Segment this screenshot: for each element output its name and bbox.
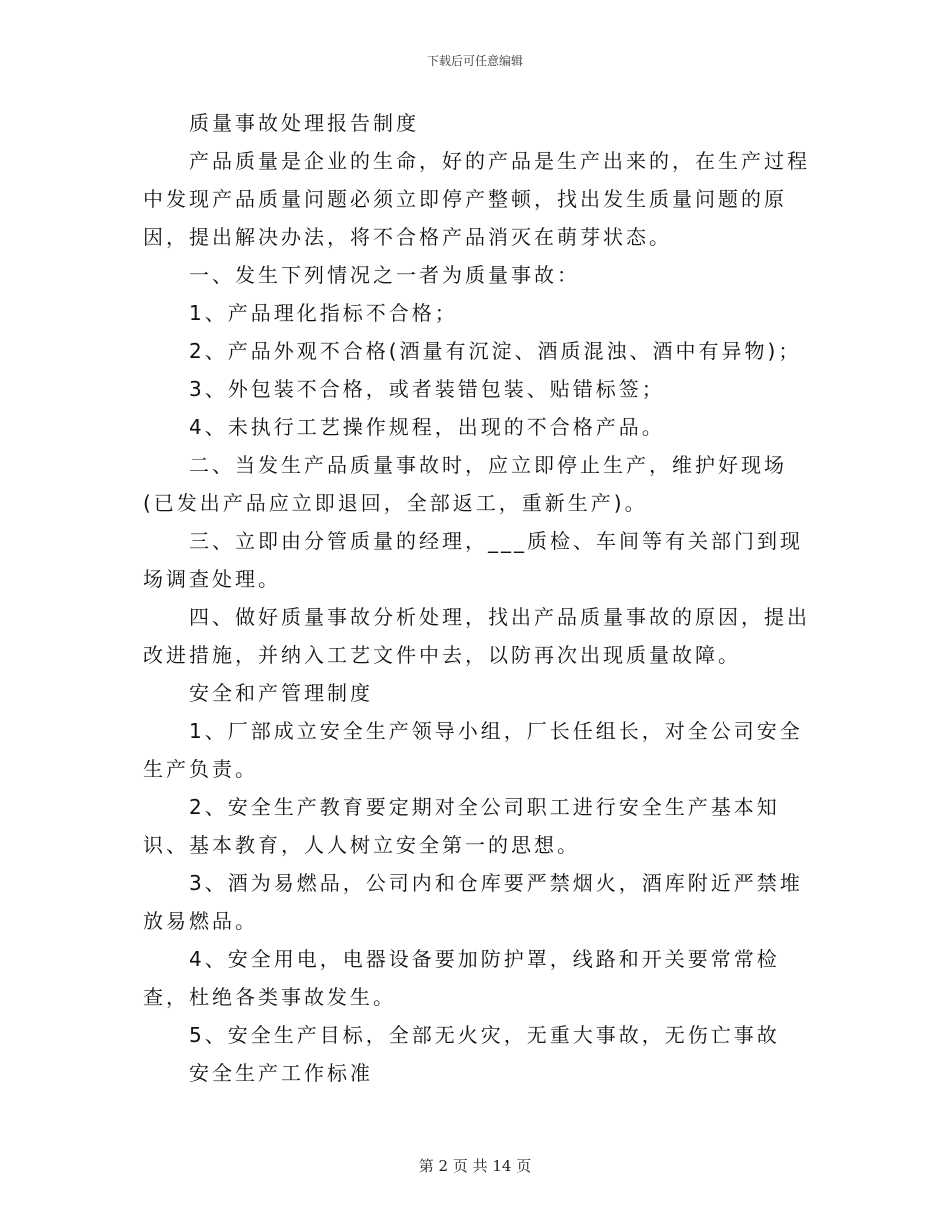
list-item: 1、产品理化指标不合格； [189,301,458,325]
section-title-safety-management: 安全和产管理制度 [189,681,373,705]
list-item: 2、安全生产教育要定期对全公司职工进行安全生产基本知识、基本教育，人人树立安全第一的思想。 [143,795,780,857]
paragraph: 一、发生下列情况之一者为质量事故： [189,263,580,287]
paragraph: 三、立即由分管质量的经理，___质检、车间等有关部门到现场调查处理。 [143,529,803,591]
list-item: 3、酒为易燃品，公司内和仓库要严禁烟火，酒库附近严禁堆放易燃品。 [143,871,803,933]
page-footer: 第 2 页 共 14 页 [418,1157,532,1175]
page-header: 下载后可任意编辑 [426,54,523,68]
list-item: 1、厂部成立安全生产领导小组，厂长任组长，对全公司安全生产负责。 [143,719,803,781]
list-item: 2、产品外观不合格(酒量有沉淀、酒质混浊、酒中有异物)； [189,339,802,363]
list-item: 4、安全用电，电器设备要加防护罩，线路和开关要常常检查，杜绝各类事故发生。 [143,947,780,1009]
list-item: 4、未执行工艺操作规程，出现的不合格产品。 [189,415,665,439]
paragraph: 四、做好质量事故分析处理，找出产品质量事故的原因，提出改进措施，并纳入工艺文件中去，以防再次出现质量故障。 [143,605,810,667]
paragraph: 二、当发生产品质量事故时，应立即停止生产，维护好现场(已发出产品应立即退回，全部返工，重新生产)。 [143,453,787,515]
paragraph: 产品质量是企业的生命，好的产品是生产出来的，在生产过程中发现产品质量问题必须立即停产整顿，找出发生质量问题的原因，提出解决办法，将不合格产品消灭在萌芽状态。 [143,149,810,249]
document-body [143,104,811,1092]
list-item: 3、外包装不合格，或者装错包装、贴错标签； [189,377,665,401]
section-title-safety-standard: 安全生产工作标准 [189,1061,373,1085]
section-title-quality: 质量事故处理报告制度 [189,111,419,135]
list-item: 5、安全生产目标，全部无火灾，无重大事故，无伤亡事故 [189,1023,780,1047]
